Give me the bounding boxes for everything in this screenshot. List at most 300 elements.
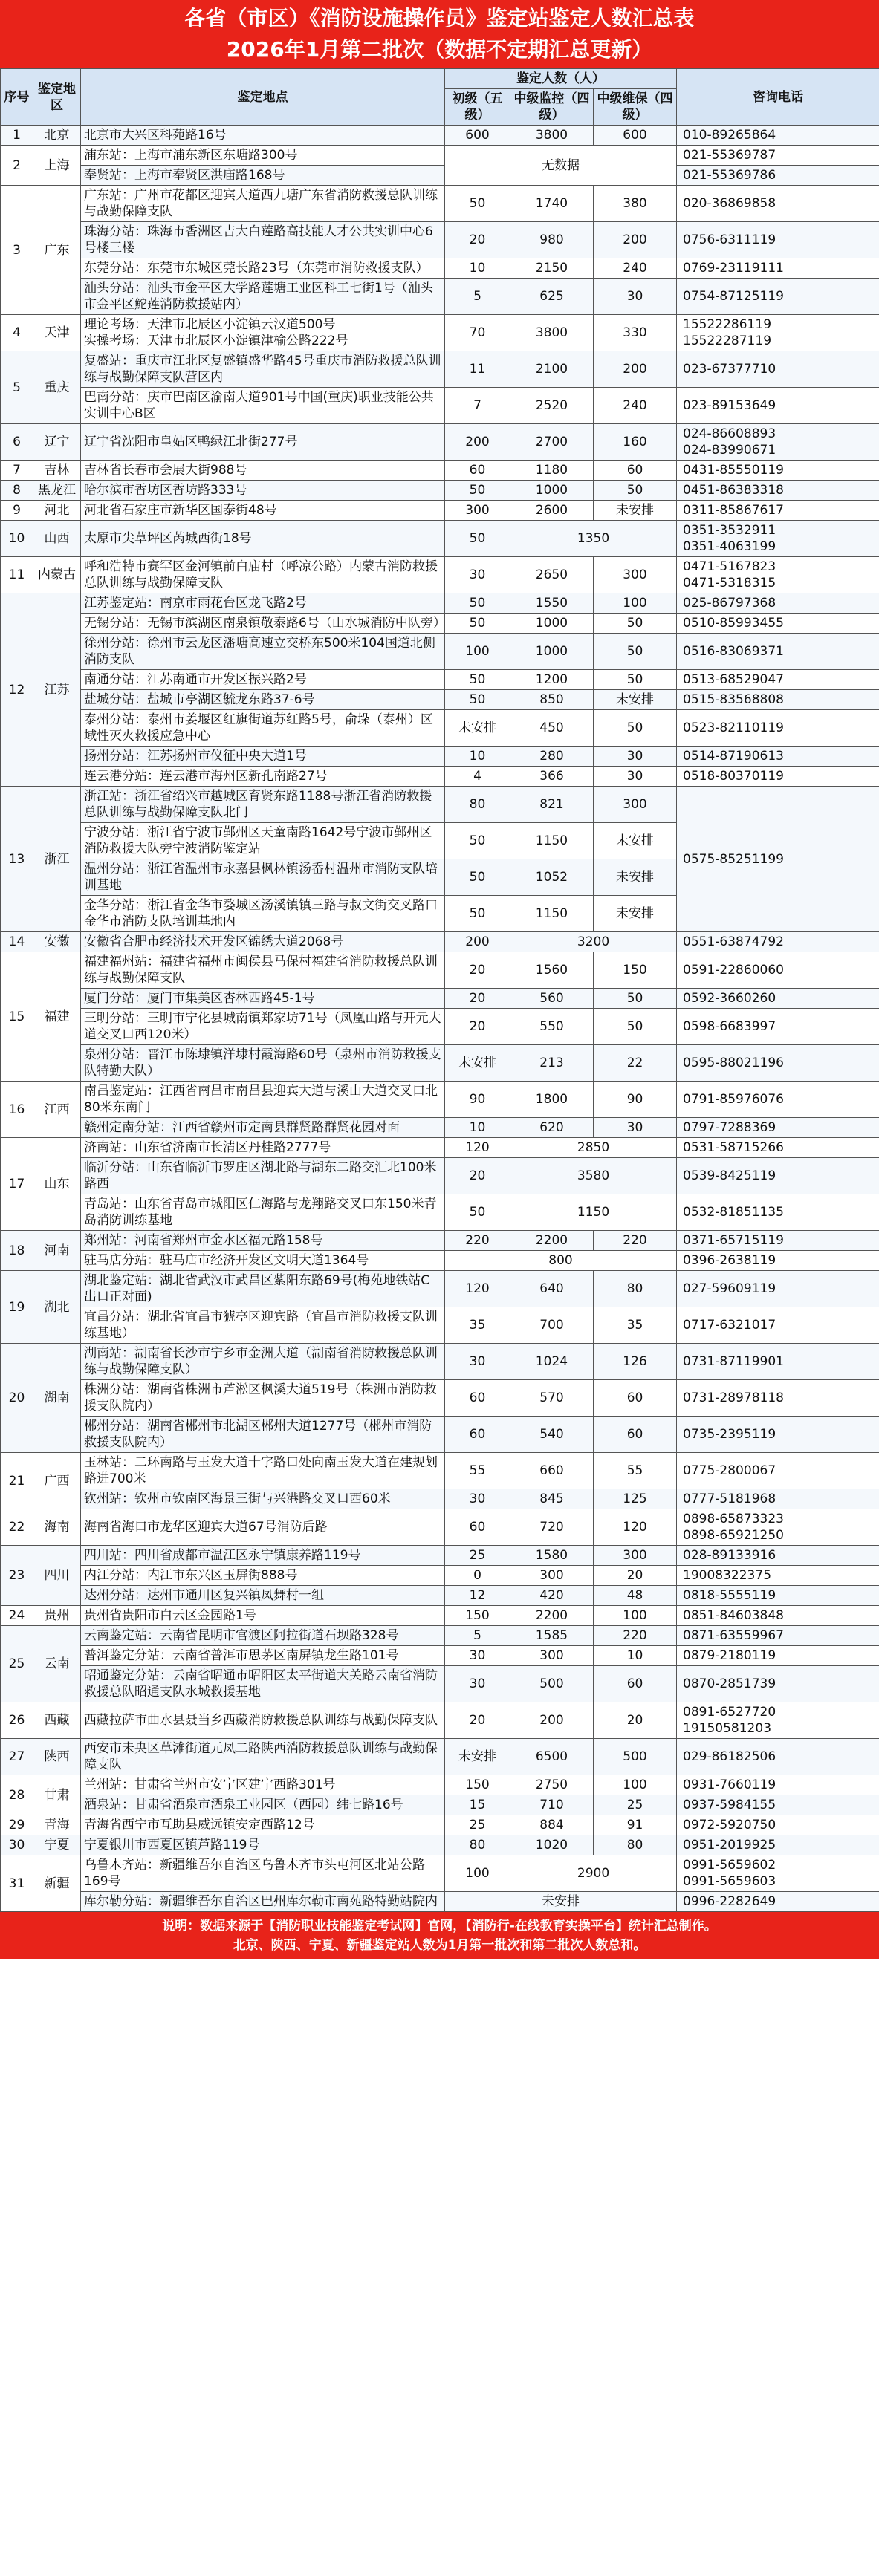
- site-cell: 连云港分站：连云港市海州区新孔南路27号: [81, 767, 445, 787]
- count-maint: 300: [594, 1546, 677, 1566]
- count-primary: 20: [445, 1158, 510, 1194]
- phone-cell: 0871-63559967: [677, 1626, 879, 1646]
- count-primary: 80: [445, 787, 510, 823]
- count-maint: 120: [594, 1509, 677, 1546]
- count-primary: 200: [445, 424, 510, 461]
- row-number: 3: [1, 186, 33, 315]
- count-primary: 50: [445, 859, 510, 896]
- table-row: [1, 1380, 879, 1417]
- count-maint: 100: [594, 1606, 677, 1626]
- count-primary: 55: [445, 1453, 510, 1489]
- table-row: [1, 1417, 879, 1453]
- count-maint: 60: [594, 1666, 677, 1702]
- count-maint: 50: [594, 634, 677, 670]
- phone-cell: 0870-2851739: [677, 1666, 879, 1702]
- count-primary: 25: [445, 1815, 510, 1835]
- row-number: 31: [1, 1855, 33, 1912]
- site-cell: 西安市未央区草滩街道元凤二路陕西消防救援总队训练与战勤保障支队: [81, 1739, 445, 1775]
- table-row: [1, 614, 879, 634]
- count-maint: 50: [594, 989, 677, 1009]
- row-number: 25: [1, 1626, 33, 1702]
- count-maint: 未安排: [594, 896, 677, 932]
- count-primary: 200: [445, 932, 510, 952]
- site-cell: 巴南分站：庆市巴南区渝南大道901号中国(重庆)职业技能公共实训中心B区: [81, 388, 445, 424]
- phone-cell: 028-89133916: [677, 1546, 879, 1566]
- count-merged-cell: 800: [445, 1251, 677, 1271]
- count-monitor: 450: [510, 710, 594, 747]
- count-maint: 未安排: [594, 690, 677, 710]
- table-row: [1, 1775, 879, 1795]
- count-maint: 300: [594, 787, 677, 823]
- table-row: [1, 634, 879, 670]
- phone-cell: 023-89153649: [677, 388, 879, 424]
- count-maint: 10: [594, 1646, 677, 1666]
- row-number: 24: [1, 1606, 33, 1626]
- count-primary: 20: [445, 222, 510, 258]
- count-primary: 50: [445, 670, 510, 690]
- count-monitor: 300: [510, 1566, 594, 1586]
- table-header: [1, 69, 879, 126]
- row-number: 8: [1, 481, 33, 501]
- site-cell: 珠海分站：珠海市香洲区吉大白莲路高技能人才公共实训中心6号楼三楼: [81, 222, 445, 258]
- region-cell: 安徽: [33, 932, 81, 952]
- phone-cell: 19008322375: [677, 1566, 879, 1586]
- table-row: [1, 593, 879, 614]
- count-monitor: 550: [510, 1009, 594, 1045]
- table-row: [1, 315, 879, 351]
- table-row: [1, 932, 879, 952]
- count-monitor: 1150: [510, 823, 594, 859]
- phone-cell: 0754-87125119: [677, 279, 879, 315]
- phone-cell: 0791-85976076: [677, 1082, 879, 1118]
- site-cell: 郑州站：河南省郑州市金水区福元路158号: [81, 1231, 445, 1251]
- site-cell: 郴州分站：湖南省郴州市北湖区郴州大道1277号（郴州市消防救援支队院内）: [81, 1417, 445, 1453]
- table-row: [1, 1566, 879, 1586]
- count-primary: 20: [445, 989, 510, 1009]
- count-primary: 50: [445, 186, 510, 222]
- phone-cell: 0891-6527720 19150581203: [677, 1702, 879, 1739]
- count-primary: 60: [445, 461, 510, 481]
- count-primary: 50: [445, 823, 510, 859]
- count-primary: 50: [445, 521, 510, 557]
- site-cell: 四川站：四川省成都市温江区永宁镇康养路119号: [81, 1546, 445, 1566]
- count-primary: 35: [445, 1307, 510, 1344]
- table-row: [1, 279, 879, 315]
- phone-cell: 0769-23119111: [677, 258, 879, 279]
- count-primary: 4: [445, 767, 510, 787]
- count-primary: 10: [445, 1118, 510, 1138]
- site-cell: 昭通鉴定分站：云南省昭通市昭阳区太平街道大关路云南省消防救援总队昭通支队水城救援基地: [81, 1666, 445, 1702]
- count-monitor: 625: [510, 279, 594, 315]
- phone-cell: 0931-7660119: [677, 1775, 879, 1795]
- phone-cell: 0311-85867617: [677, 501, 879, 521]
- count-primary: 30: [445, 1344, 510, 1380]
- phone-cell: 0451-86383318: [677, 481, 879, 501]
- site-cell: 宁波分站：浙江省宁波市鄞州区天童南路1642号宁波市鄞州区消防救援大队旁宁波消防鉴定站: [81, 823, 445, 859]
- site-cell: 扬州分站：江苏扬州市仪征中央大道1号: [81, 747, 445, 767]
- count-primary: 10: [445, 258, 510, 279]
- phone-cell: 023-67377710: [677, 351, 879, 388]
- phone-cell: 0731-87119901: [677, 1344, 879, 1380]
- table-row: [1, 186, 879, 222]
- site-cell: 钦州站：钦州市钦南区海景三街与兴港路交叉口西60米: [81, 1489, 445, 1509]
- phone-cell: 0592-3660260: [677, 989, 879, 1009]
- count-primary: 10: [445, 747, 510, 767]
- table-row: [1, 1586, 879, 1606]
- count-primary: 70: [445, 315, 510, 351]
- count-primary: 150: [445, 1606, 510, 1626]
- site-cell: 普洱鉴定分站：云南省普洱市思茅区南屏镇龙生路101号: [81, 1646, 445, 1666]
- phone-cell: 0532-81851135: [677, 1194, 879, 1231]
- region-cell: 江西: [33, 1082, 81, 1138]
- site-cell: 宁夏银川市西夏区镇芦路119号: [81, 1835, 445, 1855]
- phone-cell: 0879-2180119: [677, 1646, 879, 1666]
- count-primary: 50: [445, 614, 510, 634]
- count-maint: 50: [594, 614, 677, 634]
- row-number: 30: [1, 1835, 33, 1855]
- site-cell: 海南省海口市龙华区迎宾大道67号消防后路: [81, 1509, 445, 1546]
- site-cell: 辽宁省沈阳市皇姑区鸭绿江北街277号: [81, 424, 445, 461]
- site-cell: 南昌鉴定站：江西省南昌市南昌县迎宾大道与溪山大道交叉口北80米东南门: [81, 1082, 445, 1118]
- count-maint: 220: [594, 1231, 677, 1251]
- count-intermediate-merged: 2850: [510, 1138, 677, 1158]
- site-cell: 浦东站：上海市浦东新区东塘路300号: [81, 146, 445, 166]
- phone-cell: 0851-84603848: [677, 1606, 879, 1626]
- site-cell: 兰州站：甘肃省兰州市安宁区建宁西路301号: [81, 1775, 445, 1795]
- count-merged-cell: 未安排: [445, 1892, 677, 1912]
- count-monitor: 1740: [510, 186, 594, 222]
- table-row: [1, 1307, 879, 1344]
- row-number: 18: [1, 1231, 33, 1271]
- region-cell: 湖南: [33, 1344, 81, 1453]
- count-primary: 60: [445, 1380, 510, 1417]
- site-cell: 驻马店分站：驻马店市经济开发区文明大道1364号: [81, 1251, 445, 1271]
- site-cell: 湖南站：湖南省长沙市宁乡市金洲大道（湖南省消防救援总队训练与战勤保障支队）: [81, 1344, 445, 1380]
- phone-cell: 0756-6311119: [677, 222, 879, 258]
- site-cell: 酒泉站：甘肃省酒泉市酒泉工业园区（西园）纬七路16号: [81, 1795, 445, 1815]
- phone-cell: 0775-2800067: [677, 1453, 879, 1489]
- count-primary: 25: [445, 1546, 510, 1566]
- count-monitor: 1800: [510, 1082, 594, 1118]
- count-monitor: 1020: [510, 1835, 594, 1855]
- count-primary: 600: [445, 126, 510, 146]
- count-monitor: 1000: [510, 614, 594, 634]
- region-cell: 湖北: [33, 1271, 81, 1344]
- count-monitor: 366: [510, 767, 594, 787]
- region-cell: 天津: [33, 315, 81, 351]
- site-cell: 复盛站：重庆市江北区复盛镇盛华路45号重庆市消防救援总队训练与战勤保障支队营区内: [81, 351, 445, 388]
- region-cell: 海南: [33, 1509, 81, 1546]
- phone-cell: 0471-5167823 0471-5318315: [677, 557, 879, 593]
- phone-cell: 025-86797368: [677, 593, 879, 614]
- count-primary: 50: [445, 690, 510, 710]
- count-primary: 20: [445, 1702, 510, 1739]
- site-cell: 呼和浩特市赛罕区金河镇前白庙村（呼凉公路）内蒙古消防救援总队训练与战勤保障支队: [81, 557, 445, 593]
- region-cell: 广西: [33, 1453, 81, 1509]
- table-row: [1, 388, 879, 424]
- phone-cell: 0515-83568808: [677, 690, 879, 710]
- count-monitor: 1052: [510, 859, 594, 896]
- count-monitor: 280: [510, 747, 594, 767]
- count-maint: 80: [594, 1271, 677, 1307]
- count-primary: 220: [445, 1231, 510, 1251]
- region-cell: 青海: [33, 1815, 81, 1835]
- count-maint: 240: [594, 388, 677, 424]
- table-body: [1, 126, 879, 1912]
- count-maint: 35: [594, 1307, 677, 1344]
- region-cell: 河北: [33, 501, 81, 521]
- table-row: [1, 1118, 879, 1138]
- row-number: 9: [1, 501, 33, 521]
- count-primary: 未安排: [445, 1739, 510, 1775]
- count-intermediate-merged: 3200: [510, 932, 677, 952]
- row-number: 4: [1, 315, 33, 351]
- count-primary: 60: [445, 1509, 510, 1546]
- site-cell: 吉林省长春市会展大街988号: [81, 461, 445, 481]
- count-primary: 5: [445, 1626, 510, 1646]
- count-maint: 30: [594, 1118, 677, 1138]
- table-row: [1, 1739, 879, 1775]
- count-monitor: 2100: [510, 351, 594, 388]
- region-cell: 四川: [33, 1546, 81, 1606]
- table-row: [1, 1795, 879, 1815]
- page-title: [0, 0, 879, 68]
- count-maint: 60: [594, 1380, 677, 1417]
- phone-cell: 0717-6321017: [677, 1307, 879, 1344]
- count-monitor: 560: [510, 989, 594, 1009]
- count-monitor: 821: [510, 787, 594, 823]
- count-maint: 50: [594, 670, 677, 690]
- phone-cell: 0518-80370119: [677, 767, 879, 787]
- count-maint: 125: [594, 1489, 677, 1509]
- count-monitor: 845: [510, 1489, 594, 1509]
- phone-cell: 0539-8425119: [677, 1158, 879, 1194]
- phone-cell: 024-86608893 024-83990671: [677, 424, 879, 461]
- phone-cell: 029-86182506: [677, 1739, 879, 1775]
- site-cell: 北京市大兴区科苑路16号: [81, 126, 445, 146]
- site-cell: 浙江站：浙江省绍兴市越城区育贤东路1188号浙江省消防救援总队训练与战勤保障支队北门: [81, 787, 445, 823]
- site-cell: 湖北鉴定站：湖北省武汉市武昌区紫阳东路69号(梅苑地铁站C出口正对面): [81, 1271, 445, 1307]
- site-cell: 库尔勒分站：新疆维吾尔自治区巴州库尔勒市南苑路特勤站院内: [81, 1892, 445, 1912]
- count-intermediate-merged: 2900: [510, 1855, 677, 1892]
- region-cell: 重庆: [33, 351, 81, 424]
- row-number: 1: [1, 126, 33, 146]
- count-primary: 120: [445, 1138, 510, 1158]
- count-monitor: 1550: [510, 593, 594, 614]
- count-primary: 80: [445, 1835, 510, 1855]
- count-maint: 55: [594, 1453, 677, 1489]
- count-monitor: 6500: [510, 1739, 594, 1775]
- count-monitor: 980: [510, 222, 594, 258]
- count-primary: 150: [445, 1775, 510, 1795]
- site-cell: 南通分站：江苏南通市开发区振兴路2号: [81, 670, 445, 690]
- count-maint: 20: [594, 1566, 677, 1586]
- row-number: 7: [1, 461, 33, 481]
- count-monitor: 2520: [510, 388, 594, 424]
- count-maint: 160: [594, 424, 677, 461]
- table-row: [1, 1489, 879, 1509]
- table-row: [1, 1606, 879, 1626]
- count-primary: 20: [445, 952, 510, 989]
- site-cell: 达州分站：达州市通川区复兴镇凤舞村一组: [81, 1586, 445, 1606]
- count-monitor: 2200: [510, 1231, 594, 1251]
- phone-cell: 0951-2019925: [677, 1835, 879, 1855]
- count-monitor: 1585: [510, 1626, 594, 1646]
- count-maint: 330: [594, 315, 677, 351]
- count-primary: 30: [445, 1646, 510, 1666]
- count-monitor: 2600: [510, 501, 594, 521]
- table-row: [1, 1702, 879, 1739]
- count-monitor: 850: [510, 690, 594, 710]
- count-monitor: 540: [510, 1417, 594, 1453]
- phone-cell: 0898-65873323 0898-65921250: [677, 1509, 879, 1546]
- site-cell: 徐州分站：徐州市云龙区潘塘高速立交桥东500米104国道北侧消防支队: [81, 634, 445, 670]
- site-cell: 内江分站：内江市东兴区玉屏街888号: [81, 1566, 445, 1586]
- row-number: 11: [1, 557, 33, 593]
- count-monitor: 213: [510, 1045, 594, 1082]
- site-cell: 福建福州站：福建省福州市闽侯县马保村福建省消防救援总队训练与战勤保障支队: [81, 952, 445, 989]
- region-cell: 广东: [33, 186, 81, 315]
- count-monitor: 620: [510, 1118, 594, 1138]
- site-cell: 太原市尖草坪区芮城西街18号: [81, 521, 445, 557]
- row-number: 6: [1, 424, 33, 461]
- site-cell: 无锡分站：无锡市滨湖区南泉镇敬泰路6号（山水城消防中队旁）: [81, 614, 445, 634]
- count-primary: 100: [445, 634, 510, 670]
- count-primary: 300: [445, 501, 510, 521]
- header-no: 序号: [1, 69, 33, 126]
- region-cell: 黑龙江: [33, 481, 81, 501]
- site-cell: 玉林站：二环南路与玉发大道十字路口处向南玉发大道在建规划路进700米: [81, 1453, 445, 1489]
- table-row: [1, 1815, 879, 1835]
- count-monitor: 420: [510, 1586, 594, 1606]
- site-cell: 西藏拉萨市曲水县聂当乡西藏消防救援总队训练与战勤保障支队: [81, 1702, 445, 1739]
- site-cell: 厦门分站：厦门市集美区杏林西路45-1号: [81, 989, 445, 1009]
- count-maint: 30: [594, 747, 677, 767]
- count-maint: 200: [594, 222, 677, 258]
- table-row: [1, 166, 879, 186]
- count-maint: 150: [594, 952, 677, 989]
- region-cell: 浙江: [33, 787, 81, 932]
- region-cell: 北京: [33, 126, 81, 146]
- region-cell: 江苏: [33, 593, 81, 787]
- phone-cell: 0731-28978118: [677, 1380, 879, 1417]
- count-intermediate-merged: 3580: [510, 1158, 677, 1194]
- count-maint: 未安排: [594, 859, 677, 896]
- phone-cell: 0598-6683997: [677, 1009, 879, 1045]
- region-cell: 贵州: [33, 1606, 81, 1626]
- count-primary: 90: [445, 1082, 510, 1118]
- region-cell: 上海: [33, 146, 81, 186]
- table-row: [1, 222, 879, 258]
- count-primary: 0: [445, 1566, 510, 1586]
- phone-cell: 0396-2638119: [677, 1251, 879, 1271]
- site-cell: 东莞分站：东莞市东城区莞长路23号（东莞市消防救援支队）: [81, 258, 445, 279]
- table-row: [1, 1509, 879, 1546]
- count-maint: 30: [594, 279, 677, 315]
- region-cell: 宁夏: [33, 1835, 81, 1855]
- count-monitor: 2200: [510, 1606, 594, 1626]
- row-number: 26: [1, 1702, 33, 1739]
- phone-cell: 0735-2395119: [677, 1417, 879, 1453]
- count-maint: 30: [594, 767, 677, 787]
- header-monitor: 中级监控（四级）: [510, 89, 594, 126]
- header-count-group: 鉴定人数（人）: [445, 69, 677, 89]
- site-cell: 临沂分站：山东省临沂市罗庄区湖北路与湖东二路交汇北100米路西: [81, 1158, 445, 1194]
- table-row: [1, 1138, 879, 1158]
- region-cell: 内蒙古: [33, 557, 81, 593]
- footer-line-1: 说明：数据来源于【消防职业技能鉴定考试网】官网，【消防行-在线教育实操平台】统计汇总制作。: [162, 1919, 717, 1933]
- row-number: 22: [1, 1509, 33, 1546]
- table-row: [1, 1231, 879, 1251]
- row-number: 15: [1, 952, 33, 1082]
- count-maint: 126: [594, 1344, 677, 1380]
- count-maint: 100: [594, 1775, 677, 1795]
- phone-cell: 0991-5659602 0991-5659603: [677, 1855, 879, 1892]
- count-primary: 60: [445, 1417, 510, 1453]
- table-row: [1, 557, 879, 593]
- count-intermediate-merged: 1350: [510, 521, 677, 557]
- count-maint: 500: [594, 1739, 677, 1775]
- count-monitor: 1000: [510, 634, 594, 670]
- count-monitor: 1580: [510, 1546, 594, 1566]
- count-monitor: 500: [510, 1666, 594, 1702]
- count-maint: 22: [594, 1045, 677, 1082]
- count-merged-cell: 无数据: [445, 146, 677, 186]
- site-cell: 宜昌分站：湖北省宜昌市猇亭区迎宾路（宜昌市消防救援支队训练基地）: [81, 1307, 445, 1344]
- count-maint: 91: [594, 1815, 677, 1835]
- count-maint: 80: [594, 1835, 677, 1855]
- row-number: 28: [1, 1775, 33, 1815]
- count-primary: 30: [445, 1666, 510, 1702]
- count-primary: 50: [445, 481, 510, 501]
- count-monitor: 1150: [510, 896, 594, 932]
- phone-cell: 0516-83069371: [677, 634, 879, 670]
- phone-cell: 010-89265864: [677, 126, 879, 146]
- row-number: 19: [1, 1271, 33, 1344]
- title-line-2: 2026年1月第二批次（数据不定期汇总更新）: [226, 37, 653, 62]
- table-row: [1, 1251, 879, 1271]
- footer-line-2: 北京、陕西、宁夏、新疆鉴定站人数为1月第一批次和第二批次人数总和。: [233, 1938, 646, 1953]
- header-phone: 咨询电话: [677, 69, 879, 126]
- table-row: [1, 1194, 879, 1231]
- phone-cell: 0797-7288369: [677, 1118, 879, 1138]
- table-row: [1, 146, 879, 166]
- row-number: 16: [1, 1082, 33, 1138]
- site-cell: 河北省石家庄市新华区国泰街48号: [81, 501, 445, 521]
- count-monitor: 2150: [510, 258, 594, 279]
- table-row: [1, 787, 879, 823]
- phone-cell: 0575-85251199: [677, 787, 879, 932]
- row-number: 14: [1, 932, 33, 952]
- count-monitor: 700: [510, 1307, 594, 1344]
- region-cell: 新疆: [33, 1855, 81, 1912]
- count-primary: 30: [445, 557, 510, 593]
- table-row: [1, 747, 879, 767]
- count-maint: 240: [594, 258, 677, 279]
- phone-cell: 0996-2282649: [677, 1892, 879, 1912]
- table-row: [1, 351, 879, 388]
- count-maint: 100: [594, 593, 677, 614]
- phone-cell: 0937-5984155: [677, 1795, 879, 1815]
- region-cell: 云南: [33, 1626, 81, 1702]
- count-monitor: 640: [510, 1271, 594, 1307]
- table-row: [1, 1666, 879, 1702]
- count-monitor: 884: [510, 1815, 594, 1835]
- count-maint: 20: [594, 1702, 677, 1739]
- count-primary: 30: [445, 1489, 510, 1509]
- site-cell: 三明分站：三明市宁化县城南镇郑家坊71号（凤凰山路与开元大道交叉口西120米）: [81, 1009, 445, 1045]
- count-monitor: 1024: [510, 1344, 594, 1380]
